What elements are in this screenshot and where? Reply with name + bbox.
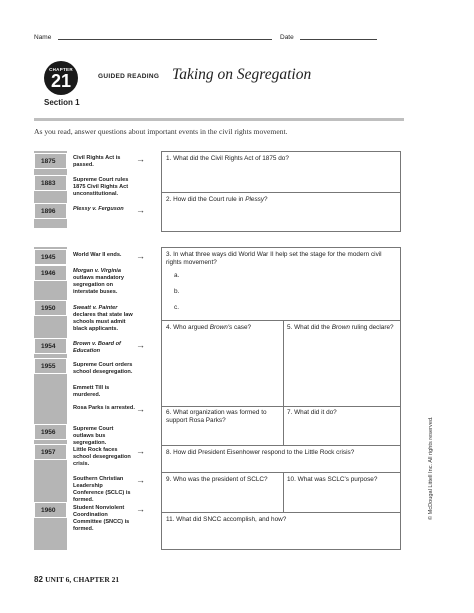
timeline-year: 1950 [34, 300, 67, 316]
timeline-event: declares that state law schools must admit black applicants. [73, 312, 133, 332]
timeline-event: Supreme Court outlaws bus segregation. [73, 426, 114, 446]
unit-label: UNIT 6, CHAPTER 21 [45, 575, 120, 584]
question-11: 11. What did SNCC accomplish, and how? [166, 516, 287, 523]
arrow-icon: → [136, 446, 145, 456]
question-5: 5. What did the Brown ruling declare? [287, 324, 394, 331]
chapter-number: 21 [50, 71, 72, 91]
arrow-icon: → [136, 475, 145, 485]
question-8: 8. How did President Eisenhower respond to the Little Rock crisis? [166, 449, 355, 456]
timeline-year: 1954 [34, 338, 67, 354]
timeline-event: Emmett Till is murdered. [73, 385, 110, 398]
timeline-year: 1957 [34, 444, 67, 460]
timeline-event: Southern Christian Leadership Conference (SCLC) is formed. [73, 476, 131, 503]
arrow-icon: → [136, 340, 145, 350]
question-6: 6. What organization was formed to support Rosa Parks? [166, 409, 267, 424]
timeline-year: 1945 [34, 249, 67, 265]
timeline-event-case: Plessy v. Ferguson [73, 206, 124, 212]
question-2: 2. How did the Court rule in Plessy? [166, 196, 268, 203]
timeline-event-case: Morgan v. Virginia [73, 268, 121, 274]
name-label: Name [34, 34, 52, 41]
arrow-icon: → [136, 154, 145, 164]
timeline-year: 1883 [34, 175, 67, 191]
timeline-1 [34, 151, 67, 228]
timeline-event: Student Nonviolent Coordination Committee (SNCC) is formed. [73, 505, 130, 532]
section-label: Section 1 [44, 98, 80, 107]
timeline-event-case: Sweatt v. Painter [73, 305, 118, 311]
timeline-year: 1896 [34, 203, 67, 219]
timeline-year: 1955 [34, 358, 67, 374]
timeline-year: 1946 [34, 265, 67, 281]
question-3a: a. [174, 272, 180, 279]
question-box-1 [161, 151, 401, 232]
timeline-event-case: Brown v. Board of Education [73, 341, 121, 354]
timeline-year: 1960 [34, 502, 67, 518]
timeline-event: Supreme Court orders school desegregation. [73, 362, 133, 375]
question-3: 3. In what three ways did World War II help set the stage for the modern civil rights movement? [166, 251, 382, 266]
instructions: As you read, answer questions about important events in the civil rights movement. [34, 127, 288, 136]
question-7: 7. What did it do? [287, 409, 337, 416]
page-footer [34, 575, 119, 584]
chapter-badge [44, 61, 78, 95]
header-rule [34, 118, 404, 121]
timeline-year: 1956 [34, 424, 67, 440]
timeline-event: Rosa Parks is arrested. [73, 405, 135, 411]
question-9: 9. Who was the president of SCLC? [166, 476, 268, 483]
copyright: © McDougal Littell Inc. All rights reserved. [428, 416, 434, 520]
timeline-year: 1875 [34, 153, 67, 169]
question-3b: b. [174, 288, 180, 295]
timeline-event: Supreme Court rules 1875 Civil Rights Act unconstitutional. [73, 177, 129, 197]
timeline-event: Little Rock faces school desegregation crisis. [73, 447, 131, 467]
date-field[interactable] [300, 32, 377, 40]
page-title: Taking on Segregation [172, 66, 312, 83]
page-number: 82 [34, 575, 43, 584]
guided-reading-label: GUIDED READING [98, 73, 160, 80]
timeline-2 [34, 247, 67, 550]
question-1: 1. What did the Civil Rights Act of 1875 do? [166, 155, 289, 162]
timeline-event: outlaws mandatory segregation on interstate buses. [73, 275, 124, 295]
question-4: 4. Who argued Brown's case? [166, 324, 252, 331]
arrow-icon: → [136, 404, 145, 414]
question-3c: c. [174, 304, 179, 311]
timeline-event: World War II ends. [73, 252, 122, 258]
question-10: 10. What was SCLC's purpose? [287, 476, 378, 483]
arrow-icon: → [136, 205, 145, 215]
question-box-2 [161, 247, 401, 550]
name-field[interactable] [58, 32, 272, 40]
chapter-label: CHAPTER [49, 67, 73, 72]
timeline-event: Civil Rights Act is passed. [73, 155, 121, 168]
arrow-icon: → [136, 504, 145, 514]
arrow-icon: → [136, 251, 145, 261]
date-label: Date [280, 34, 294, 41]
